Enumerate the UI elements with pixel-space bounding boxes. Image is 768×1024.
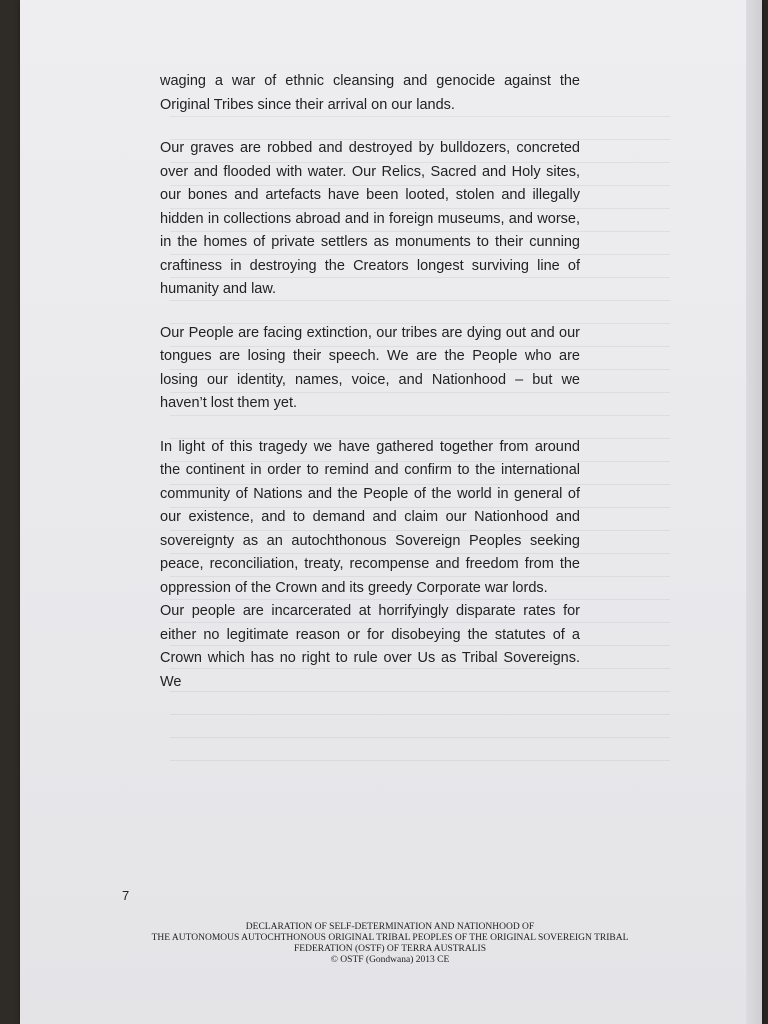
paragraph-5: Our people are incarcerated at horrifyingly disparate rates for either no legitimate reason or for disobeying the statutes of a Crown which has no right to rule over Us as Tribal Sovereigns. We <box>160 603 580 690</box>
paragraph-3: Our People are facing extinction, our tribes are dying out and our tongues are losing their speech. We are the People who are losing our identity, names, voice, and Nationhood – but we haven’t lost them yet. <box>160 324 580 411</box>
document-body <box>160 70 580 694</box>
footer-line-4: © OSTF (Gondwana) 2013 CE <box>330 955 450 965</box>
paragraph-2: Our graves are robbed and destroyed by bulldozers, concreted over and flooded with water. Our Relics, Sacred and Holy sites, our bones and artefacts have been looted, stolen and illegally hidden in collections abroad and in foreign museums, and worse, in the homes of private settlers as monuments to their cunning craftiness in destroying the Creators longest surviving line of humanity and law. <box>160 140 580 297</box>
footer-line-3: FEDERATION (OSTF) OF TERRA AUSTRALIS <box>294 944 486 954</box>
paragraph-4: In light of this tragedy we have gathered together from around the continent in order to remind and confirm to the international community of Nations and the People of the world in general of our existence, and to demand and claim our Nationhood and sovereignty as an autochthonous Sovereign Peoples seeking peace, reconciliation, treaty, recompense and freedom from the oppression of the Crown and its greedy Corporate war lords. <box>160 438 580 596</box>
page-number: 7 <box>122 888 130 903</box>
page-edge-shadow <box>746 0 762 1024</box>
document-page <box>20 0 762 1024</box>
document-footer <box>100 922 680 966</box>
paragraph-1: waging a war of ethnic cleansing and genocide against the Original Tribes since their arrival on our lands. <box>160 73 580 113</box>
footer-line-2: THE AUTONOMOUS AUTOCHTHONOUS ORIGINAL TRIBAL PEOPLES OF THE ORIGINAL SOVEREIGN TRIBAL <box>151 933 629 943</box>
footer-line-1: DECLARATION OF SELF-DETERMINATION AND NATIONHOOD OF <box>245 922 535 932</box>
